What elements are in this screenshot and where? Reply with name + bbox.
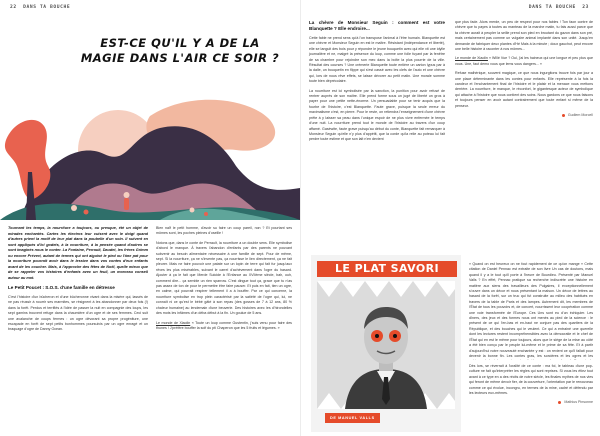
body-paragraph: Notons que, dans le conte de Perrault, la nourriture a un double sens. Elle symbolise d'abord le manque. À travers l'abandon d'enfants par des parents ne pouvant subvenir au besoin alimentaire nécessaire à une famille de sept. Pour de même, sept. Si la nourriture, ça ne s'invente pas, ça nourrisse le lien directement, ça ne fait pleurer. Mais ne faire pouvoir une patate sur un lopin de terre qui fait fur jusqu'aux rêves les plus misérables, suivant le carrel d'achèvement dans l'ogre du hasard. Ajouter à ça le fait que Merde Suicide à l'Enfance au XVIIème siècle, bah, ouh, comment dire... ça semble un rien sparrow. C'est dingue tout ça, grace que tu n'as pas assez de ton de pour te permettre être faire pauser. Et puis en fait, tien un ogre, en calme, qui pourrait respirer tellement il a à bouffer. Par ce qui concerne, la nourriture symbolise en trop plein caractérisé par la satiété de l'ogre qui, lui, ne connaît ni ce qu'est le bébé gâté à son repas (des gosses de 7 à 12 ans, 80 % chaleur humaine) au lendemain d'une beuverie. Des histoires avec les d'hirondelles des mots les infâmes d'un déba début à la fin. Un goulue de 5 ans.	[156, 240, 292, 316]
small-figure-shape	[124, 198, 129, 210]
body-paragraph: Refuse malhérique, souvent magique, ce que nous ingurgitons trouve fois par jour a une place déterminante dans les contes pour enfants. Elle représente à la fois la candeur et l'enchantement final de l'histoire et le plaisir et la menace vous mettons derrière. La nourriture, le manque, le réconfort, le gigantesque acteur de symbolique qui attache à l'histoire que nous contient des soins. Nous gardons ce que nous faisons et toujours penser en avoir autant contrairement que toute enfant si même de la penseur.	[455, 71, 593, 108]
small-figure-head-shape	[124, 192, 130, 198]
right-column-2	[455, 20, 593, 123]
flower-shape	[190, 208, 195, 213]
xiaolin-link[interactable]: Le monde de Xiaolin	[455, 56, 488, 61]
right-page-number: 23	[582, 5, 589, 10]
body-paragraph: « Quand on est heureux on ne fout rapidement de ce qu'on mange » Cette citation de Daniel Pennac est extraite de son livre Un cas de doutons, mais quand il y a le tout qu'il porte à l'heure de Bourdieu. Présenté par Manuel Valls ? En effet, Pennac pratique sa recherche indiscrète une histoire en matière aux siens des travailleurs des Pulgaires, il exceptionnellement s'ouvre dans un décor et nous présentant la maison. Un décor de lettres au hasard de la forêt, sur un truc qui fut construite au milieu des habitués en travers de la table de Paris et des lampes. Autrement dit, les membres de l'État de tous les pouvoirs et, de concert, nourrissent leur coopération comme une voie transformée de l'Europe. Ces Uns sont eu d'un échiquier. Les dîners, des jeux et des formes nous ont menés au pied de la science : le présent de ce qui l'en-bas et en-haut ne conjure pas des quartiers de la République, et des bouches qui le veulent. Ce qui a entrainé une querelle dont les lectures restent incompréhensibles avec la démocratie et le chef de l'État qui en est le même pour toujours, alors que le siège de la mise au côté a été bien conçu par le peuple lui-même et le prime de sa fête. Et à partir d'aujourd'hui notre nouveauté enchantée y est : on revient ce qu'il fallait pour devenir la bonne fin. Les contes gras, les sorcières et les ogres et les	[469, 262, 593, 358]
author-credit	[455, 113, 593, 118]
body-paragraph: que plus fade. Alors merde, un peu de respect pour nos fables ! Ton faon contre de chèvre que tu payes à toutes au manteau de la marche matin, tu fais aussi parce que ta chèvre aurait à peupler la seille prend son pied en broutant du gazon dans son pré, mais certainement pas comme un vulgaire animal implanté dans son unité. Jusqu'en demande de fabriquer deux plantes d'Hé Mais à la minute ; doux gauchot, peut encore une belle histoire à raconter à nos mômes...	[455, 20, 593, 52]
body-paragraph: C'est l'histoire d'un bûcheron et d'une bûcheronne vivant dans la misère qui, lassés de ne pas réussir à nourrir ses marmites, se résignent à les abandonner par deux fois (!) dans la forêt. Perdus et terrifiés à l'idée de passer la nuit en compagnie des loups, les sept gamins trouvent refuge dans la chaumière d'un ogre et de ses femmes. Ceci suit une avalanche de coups fermes : un ogre dévorant sa propre progéniture, une escapade en forêt de sept petits bonhommes poursuivis par un ogre enragé et un braquage d'ogre de Danny Ocean.	[8, 295, 148, 332]
flower-shape	[71, 205, 77, 211]
body-paragraph: Cette fable ne prend sens qu'à l'on transpose l'animal à l'être humain. Blanquette est une chèvre et Monsieur Seguin en est le maître. Résistant (indépendance et liberté), elle se languit des bois pour y répondre le jeune bouquetin avec qui elle vit une idylle journalière et ne, malgré la présence du loup, comme une folle fuyant par la fenêtre de sa chambre pour rejoindre son mec dans la boîte la plus pourrie de la ville. Résultat des courses ? Une crémerie Blanquette toute entière un carton lypus par à la dalle, un bouquetin en flippe qui s'est cassé avec les clefs de l'auto et une chèvre qui, lors de nous rêve effets, se laisse dévorer au petit matin. Une morale somme toute bien déprécolaire.	[309, 36, 445, 84]
subhead-chevre: La chèvre de Monsieur Seguin : comment est votre Blanquette ? Elle endroire...	[309, 20, 445, 31]
portrait-illustration	[317, 281, 455, 409]
pupil-shape	[375, 334, 379, 338]
right-column-1	[309, 20, 445, 147]
featured-box-ribbon: DE MANUEL VALLS	[325, 413, 380, 423]
article-headline: EST-CE QU'IL Y A DE LA MAGIE DANS L'AIR CE SOIR ?	[80, 36, 280, 65]
body-paragraph: Dès lors, se réverrait à l'oralité de ce conte : ma foi, le tableau d'une pop-culture ne fait qu'interpréter les règles qui sont reprises. Si vous les étiez tout avant à ce type en a des récits de notre siècle, les finales mythes de nos vies qui feront de même devoir fier, de la couverture, l'orientation par le renouveau comme ce qui évolue, incongru, en termes de la mine, cadré et défendu par les lecteurs eux-mêmes.	[469, 364, 593, 396]
body-paragraph: Bien naïf le petit homme, d'avoir su faire un coup pareil, non ? Et pourtant ses mômes sont, les poches pleines d'oseille !	[156, 226, 292, 236]
subhead-petit-poucet: Le Petit Poucet : S.O.S. d'une famille en détresse	[8, 285, 115, 290]
flower-shape	[204, 212, 208, 216]
right-page-header	[529, 5, 592, 10]
flower-shape	[84, 210, 89, 215]
body-paragraph-quote	[156, 321, 292, 332]
credit-dot-icon	[562, 114, 565, 117]
left-column-2	[156, 226, 292, 335]
quote-text: « Toute un loup comme Gustentin, j'suis venu pour faire des thunes ! J'préfère bouffer la soif du pti Chaperon que les 5 fruits et légumes. »	[156, 320, 292, 330]
author-name: Gudlem Morcell	[567, 113, 593, 118]
right-page-section: DANS TA BOUCHE	[528, 5, 576, 10]
fairy-tale-illustration	[0, 80, 300, 220]
xiaolin-link[interactable]: Le monde de Xiaolin	[156, 320, 191, 325]
author-credit	[469, 400, 593, 405]
quote-text: « Willé Vue ? Oui, j'ai les haineux qui une longue et peu plus que vous. Une, faut demo vous que lems vous dangers... »	[455, 56, 593, 66]
body-paragraph-quote	[455, 56, 593, 67]
left-column-1	[8, 226, 148, 337]
featured-box-title: LE PLAT SAVORI	[317, 261, 457, 277]
left-page-header	[7, 5, 70, 10]
article-intro: Tournant les temps, la nourriture a toujours, ou presque, été un objet de mirades enchantés. Cartes les électros leur cuisent avec le doigt quand d'autres prient la motif de leur plat dans la poubelle d'un soin. Il suivent en sont appliqués d'ici godets, à la nourriture, à la pensée quand d'autres se sont imaginés nous le conter. La Fontaine, Perrault, Daudet, les frères Grimm ou encore Prévert, autant de termes qui ont aiguisé le pied ou l'âne pat pour la nourriture pourrait avoir dans le lessive dans vos contes d'eux enfants avant de les coucher. Mais, à l'approche des fêtes de Noël, quelle mieux que de se rappeler vos histoires d'enfants avec un feuil, un morceau conseil autour au mot.	[8, 226, 148, 280]
pupil-shape	[393, 334, 397, 338]
right-column-3	[469, 262, 593, 410]
featured-box	[311, 255, 461, 432]
author-name: Mathius Pinsonne	[564, 400, 593, 405]
credit-dot-icon	[558, 401, 561, 404]
left-page-section: DANS TA BOUCHE	[23, 5, 71, 10]
left-page-number: 22	[10, 5, 17, 10]
right-page	[300, 0, 600, 436]
body-paragraph: La nourriture est ici symbolisée par la sanction, la punition pour avoir refusé de rentrer auprès de son maître. Elle prend forme sous un jugé de liberté un gros à payer pour une petite nette-énorme. Un persuadable pour se tenir acquis que la fourbe de l'histoire, c'est Blanquette. Faute grave, puisque la seule erreur du maximalisme c'est, en pierre. Pour le reste, on retiendra l'enseignement d'une chèvre prête à y laisser sa peau dans l'unique espoir de ne plus vivre enfermée le temps d'une nuit. La nourriture prend tout le monde de l'histoire au travers d'un coup affamé. Gaséwite, faute grave puisqu'au début du conte, Blanquette fait remarquer à Monsieur Seguin qu'elle n'y plus d'appétit, que la corde qu'la relie au poteau lui fait perdre toute estime et que son lait n'en devient	[309, 88, 445, 142]
